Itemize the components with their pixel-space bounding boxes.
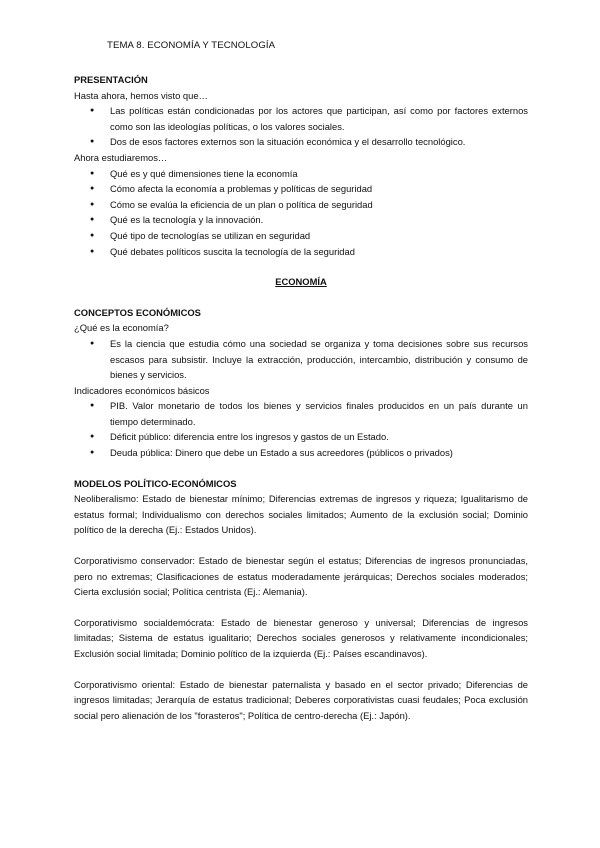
presentacion-list — [74, 103, 528, 150]
list-item: ● Las políticas están condicionadas por los actores que participan, así como por factores externos como son las ideologías políticas, o los valores sociales. — [74, 103, 528, 134]
list-item: ● Cómo se evalúa la eficiencia de un plan o política de seguridad — [74, 197, 528, 213]
list-item: ● Qué es y qué dimensiones tiene la economía — [74, 166, 528, 182]
list-item: ● PIB. Valor monetario de todos los bienes y servicios finales producidos en un país durante un tiempo determinado. — [74, 398, 528, 429]
indicators-label: Indicadores económicos básicos — [74, 384, 210, 396]
modelo-paragraph: Neoliberalismo: Estado de bienestar mínimo; Diferencias extremas de ingresos y riqueza; Igualitarismo de estatus formal; Individualismo con derechos sociales limitados; Aumento de la exclusión social; Dominio político de la derecha (Ej.: Estados Unidos). — [74, 493, 528, 536]
presentacion-heading: PRESENTACIÓN — [74, 74, 148, 85]
document-body — [74, 72, 528, 723]
conceptos-heading: CONCEPTOS ECONÓMICOS — [74, 306, 201, 318]
list-item: ● Qué es la tecnología y la innovación. — [74, 212, 528, 228]
indicators-list — [74, 398, 528, 460]
list-item: ● Qué tipo de tecnologías se utilizan en seguridad — [74, 228, 528, 244]
presentacion-intro: Hasta ahora, hemos visto que… — [74, 89, 208, 101]
modelo-paragraph: Corporativismo conservador: Estado de bienestar según el estatus; Diferencias de ingresos pronunciadas, pero no extremas; Clasificaciones de estatus moderadamente jerárquicas; Derechos sociales moderados; Cierta exclusión social; Política centrista (Ej.: Alemania). — [74, 555, 528, 598]
list-item: ● Es la ciencia que estudia cómo una sociedad se organiza y toma decisiones sobre sus recursos escasos para subsistir. Incluye la extracción, producción, intercambio, distribución y consumo de bienes y servicios. — [74, 336, 528, 383]
section-title-economia: ECONOMÍA — [275, 276, 327, 288]
modelo-paragraph: Corporativismo socialdemócrata: Estado de bienestar generoso y universal; Diferencias de ingresos limitadas; Sistema de estatus igualitario; Derechos sociales generosos y relativamente incondicionales; Exclusión social limitada; Dominio político de la izquierda (Ej.: Países escandinavos). — [74, 616, 528, 659]
conceptos-question: ¿Qué es la economía? — [74, 322, 169, 334]
list-item: ● Dos de esos factores externos son la situación económica y el desarrollo tecnológico. — [74, 134, 528, 150]
estudiaremos-list — [74, 166, 528, 260]
definition-list — [74, 336, 528, 383]
list-item: ● Cómo afecta la economía a problemas y políticas de seguridad — [74, 181, 528, 197]
modelos-heading: MODELOS POLÍTICO-ECONÓMICOS — [74, 477, 237, 489]
estudiaremos-intro: Ahora estudiaremos… — [74, 151, 168, 163]
list-item: ● Qué debates políticos suscita la tecnología de la seguridad — [74, 244, 528, 260]
modelo-paragraph: Corporativismo oriental: Estado de bienestar paternalista y basado en el sector privado; Diferencias de ingresos limitadas; Jerarquía de estatus tradicional; Deberes corporativistas cuasi feudales; Poca exclusión social pero alienación de los "forasteros"; Política de centro-derecha (Ej.: Japón). — [74, 678, 528, 721]
list-item: ● Déficit público: diferencia entre los ingresos y gastos de un Estado. — [74, 429, 528, 445]
list-item: ● Deuda pública: Dinero que debe un Estado a sus acreedores (públicos o privados) — [74, 445, 528, 461]
document-title: TEMA 8. ECONOMÍA Y TECNOLOGÍA — [107, 40, 276, 51]
